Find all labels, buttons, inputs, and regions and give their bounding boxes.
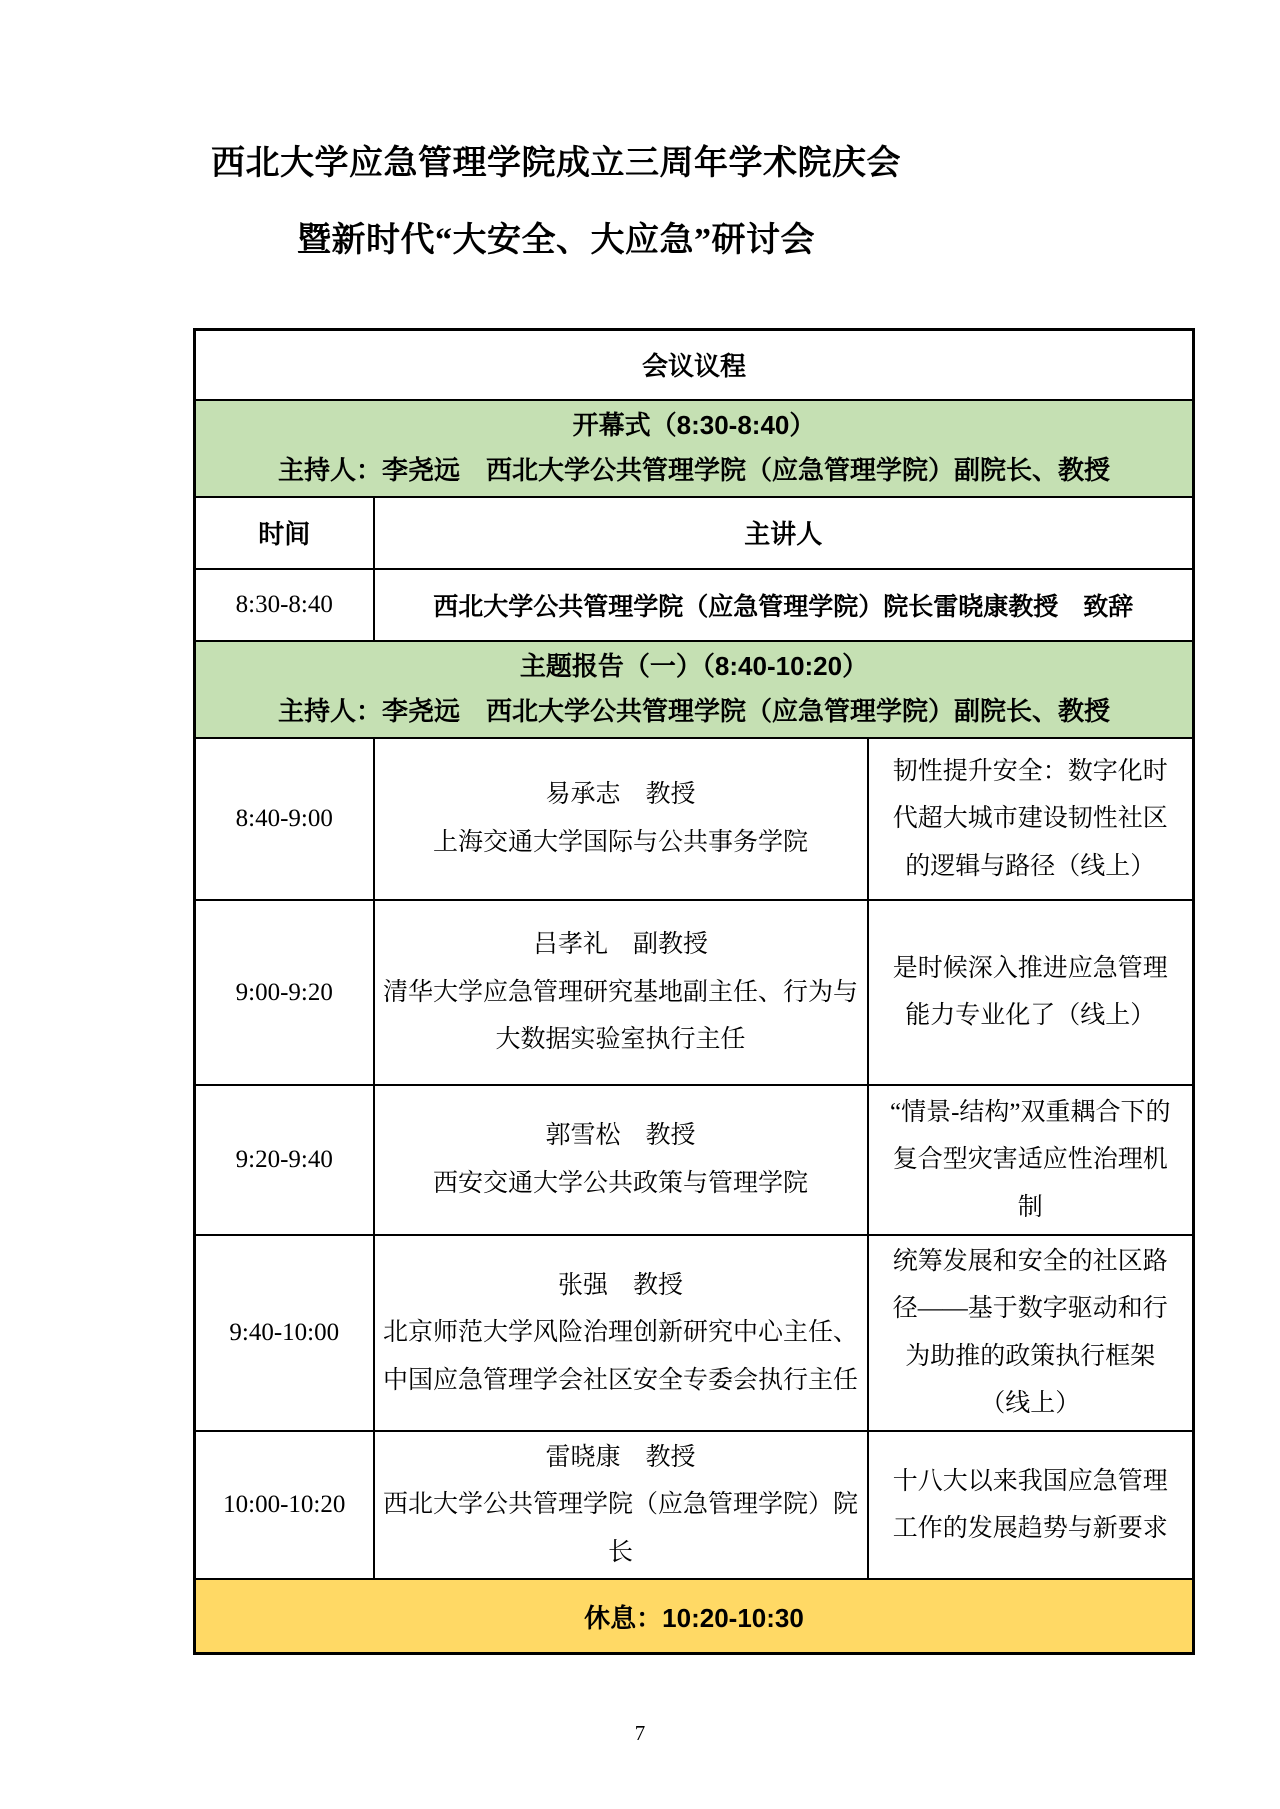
- agenda-caption-row: [195, 329, 1194, 400]
- talk-5-speaker-cell: [374, 1431, 868, 1580]
- talk-2-speaker: 吕孝礼 副教授: [532, 931, 708, 959]
- talk-2-speaker-cell: [374, 900, 868, 1085]
- document-title-block: [0, 0, 1196, 260]
- column-header-speaker: 主讲人: [374, 497, 1194, 569]
- talk-row-3: [195, 1085, 1194, 1235]
- talk-5-speaker: 雷晓康 教授: [545, 1443, 696, 1471]
- talk-3-speaker-cell: [374, 1085, 868, 1235]
- break-row: [195, 1579, 1194, 1654]
- talk-5-topic: 十八大以来我国应急管理工作的发展趋势与新要求: [868, 1431, 1194, 1580]
- talk-4-time: 9:40-10:00: [195, 1235, 374, 1431]
- talk-5-time: 10:00-10:20: [195, 1431, 374, 1580]
- talk-5-affiliation: 西北大学公共管理学院（应急管理学院）院长: [382, 1491, 858, 1566]
- opening-section-title: 开幕式（8:30-8:40）: [572, 409, 816, 440]
- talk-1-topic: 韧性提升安全：数字化时代超大城市建设韧性社区的逻辑与路径（线上）: [868, 738, 1194, 900]
- opening-section-host: 主持人：李尧远 西北大学公共管理学院（应急管理学院）副院长、教授: [278, 455, 1111, 486]
- talk-row-4: [195, 1235, 1194, 1431]
- column-header-time: 时间: [195, 497, 374, 569]
- talk-2-affiliation: 清华大学应急管理研究基地副主任、行为与大数据实验室执行主任: [382, 978, 858, 1054]
- session1-section-cell: [195, 641, 1194, 738]
- talk-3-time: 9:20-9:40: [195, 1085, 374, 1235]
- talk-1-speaker: 易承志 教授: [545, 781, 696, 809]
- talk-4-speaker-cell: [374, 1235, 868, 1431]
- break-label: 休息：10:20-10:30: [195, 1579, 1194, 1654]
- opening-ceremony-content: 西北大学公共管理学院（应急管理学院）院长雷晓康教授 致辞: [374, 569, 1194, 641]
- talk-3-affiliation: 西安交通大学公共政策与管理学院: [432, 1169, 808, 1197]
- opening-section-cell: [195, 400, 1194, 497]
- doc-title-line1: 西北大学应急管理学院成立三周年学术院庆会: [211, 145, 901, 182]
- talk-row-1: [195, 738, 1194, 900]
- talk-2-time: 9:00-9:20: [195, 900, 374, 1085]
- talk-3-topic: “情景-结构”双重耦合下的复合型灾害适应性治理机制: [868, 1085, 1194, 1235]
- page-number: 7: [634, 1721, 646, 1746]
- talk-1-time: 8:40-9:00: [195, 738, 374, 900]
- opening-section-row: [195, 400, 1194, 497]
- talk-2-topic: 是时候深入推进应急管理能力专业化了（线上）: [868, 900, 1194, 1085]
- talk-4-affiliation: 北京师范大学风险治理创新研究中心主任、中国应急管理学会社区安全专委会执行主任: [382, 1319, 858, 1394]
- session1-section-host: 主持人：李尧远 西北大学公共管理学院（应急管理学院）副院长、教授: [278, 696, 1111, 727]
- agenda-table: [193, 328, 1195, 1656]
- opening-ceremony-row: [195, 569, 1194, 641]
- talk-3-speaker: 郭雪松 教授: [545, 1122, 696, 1150]
- agenda-caption: 会议议程: [195, 329, 1194, 400]
- talk-1-speaker-cell: [374, 738, 868, 900]
- talk-4-topic: 统筹发展和安全的社区路径——基于数字驱动和行为助推的政策执行框架（线上）: [868, 1235, 1194, 1431]
- doc-title-line2: 暨新时代“大安全、大应急”研讨会: [297, 222, 815, 260]
- talk-4-speaker: 张强 教授: [557, 1271, 683, 1299]
- talk-1-affiliation: 上海交通大学国际与公共事务学院: [432, 828, 808, 856]
- session1-section-row: [195, 641, 1194, 738]
- session1-section-title: 主题报告（一）（8:40-10:20）: [519, 650, 869, 681]
- column-header-row: [195, 497, 1194, 569]
- talk-row-2: [195, 900, 1194, 1085]
- talk-row-5: [195, 1431, 1194, 1580]
- opening-ceremony-time: 8:30-8:40: [195, 569, 374, 641]
